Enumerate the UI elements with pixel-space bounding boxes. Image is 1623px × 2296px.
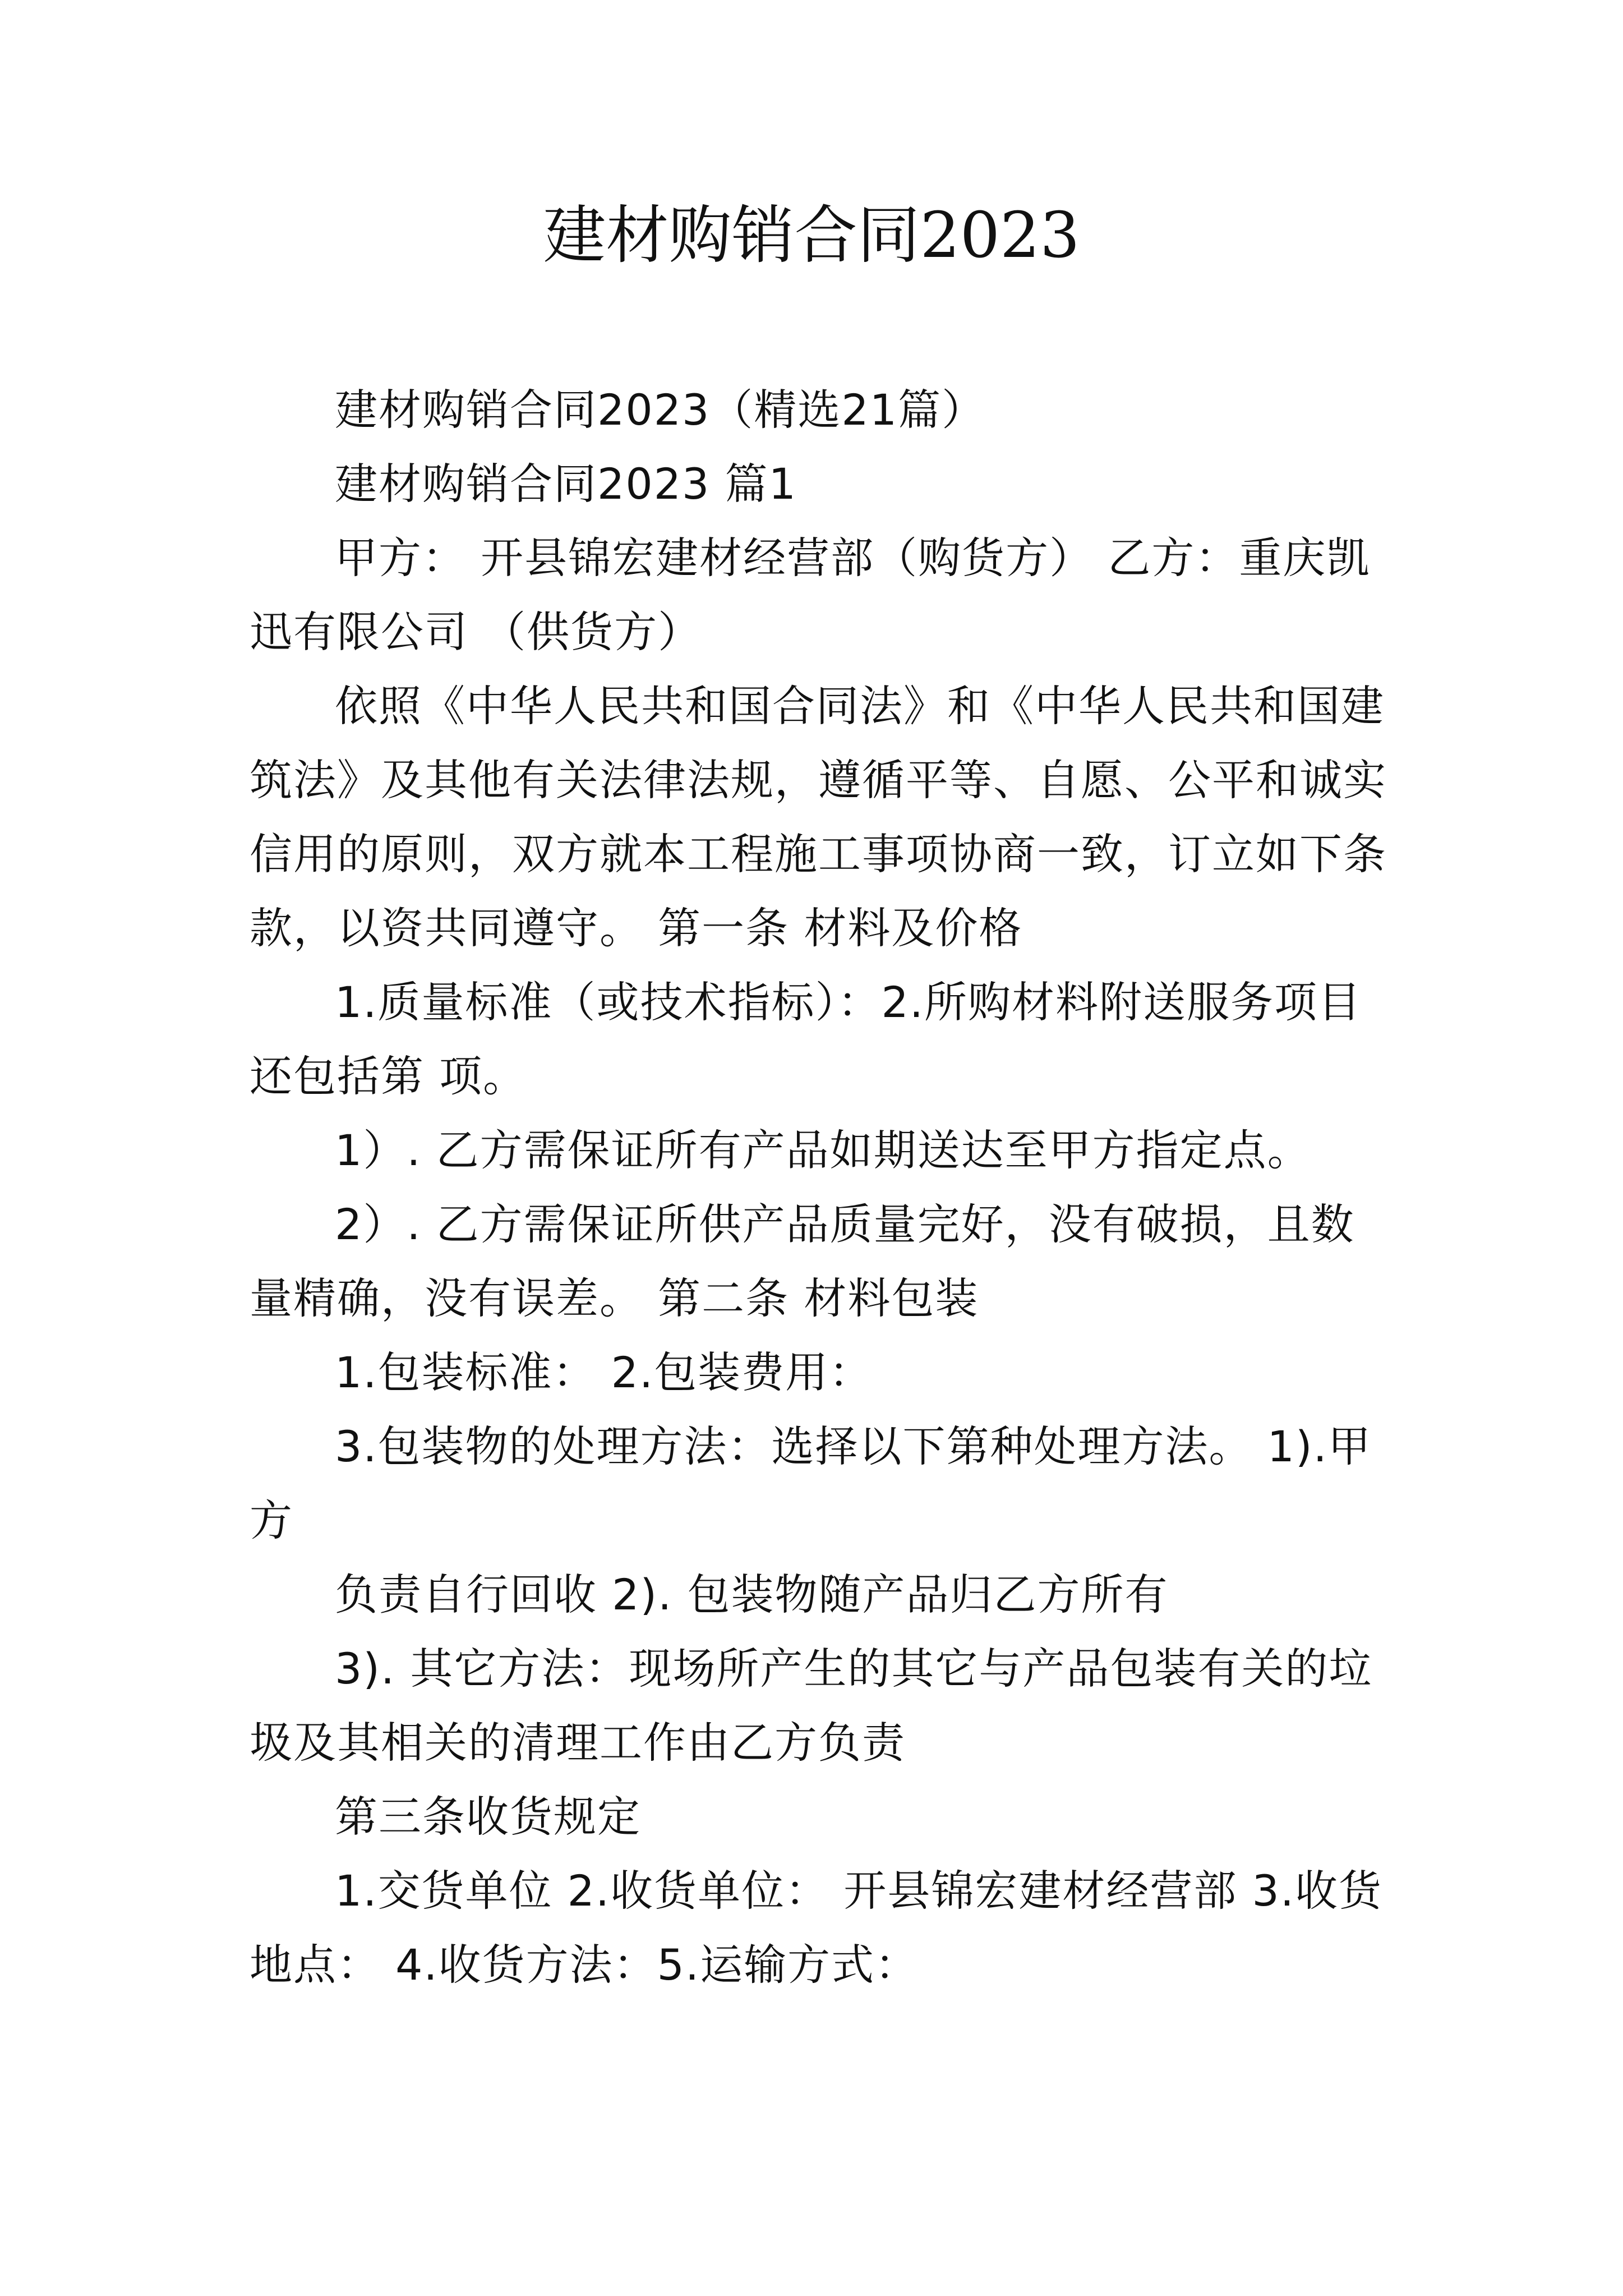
paragraph-packaging: 1.包装标准： 2.包装费用： (335, 1347, 873, 1397)
document-title: 建材购销合同2023 (543, 199, 1080, 272)
paragraph-packaging-disposal: 3.包装物的处理方法：选择以下第种处理方法。 1).甲方 (250, 1421, 1372, 1545)
paragraph-subtitle: 建材购销合同2023（精选21篇） (335, 385, 986, 435)
paragraph-legal-basis: 依照《中华人民共和国合同法》和《中华人民共和国建筑法》及其他有关法律法规，遵循平等、自愿、公平和诚实信用的原则，双方就本工程施工事项协商一致，订立如下条款，以资共同遵守。 第一条 材料及价格 (250, 681, 1387, 953)
paragraph-parties: 甲方： 开县锦宏建材经营部（购货方） 乙方：重庆凯迅有限公司 （供货方） (250, 533, 1371, 657)
paragraph-delivery-guarantee: 1）. 乙方需保证所有产品如期送达至甲方指定点。 (335, 1125, 1311, 1175)
paragraph-quality-guarantee: 2）. 乙方需保证所供产品质量完好，没有破损，且数量精确，没有误差。 第二条 材料包装 (250, 1199, 1355, 1323)
paragraph-other-methods: 3). 其它方法：现场所产生的其它与产品包装有关的垃圾及其相关的清理工作由乙方负责 (250, 1644, 1373, 1768)
document-body (250, 373, 1391, 2002)
paragraph-quality-standard: 1.质量标准（或技术指标）：2.所购材料附送服务项目还包括第 项。 (250, 977, 1362, 1101)
paragraph-packaging-recovery: 负责自行回收 2). 包装物随产品归乙方所有 (335, 1570, 1169, 1619)
paragraph-receiving-terms: 1.交货单位 2.收货单位： 开县锦宏建材经营部 3.收货地点： 4.收货方法：5.运输方式： (250, 1866, 1383, 1990)
paragraph-section-heading: 建材购销合同2023 篇1 (335, 459, 797, 509)
paragraph-article-three: 第三条收货规定 (335, 1792, 641, 1842)
